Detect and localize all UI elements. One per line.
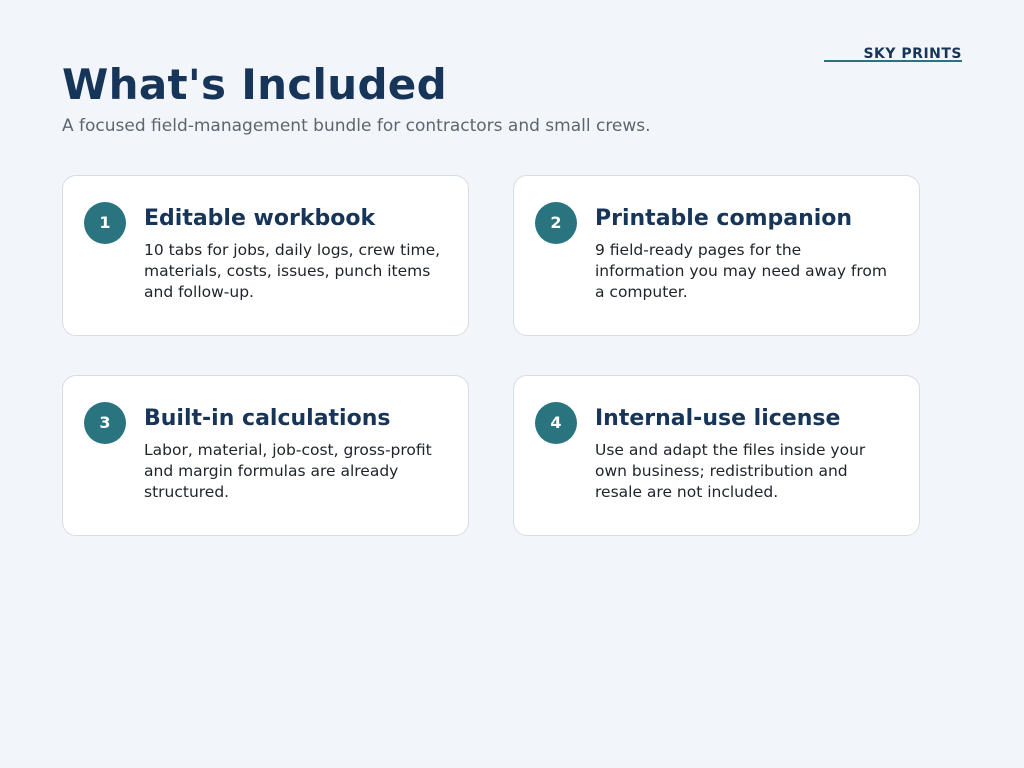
feature-card-internal-use-license (513, 375, 920, 536)
feature-card-description: 10 tabs for jobs, daily logs, crew time, materials, costs, issues, punch items and follow-up. (144, 241, 441, 301)
brand (824, 46, 962, 62)
step-number-badge: 3 (84, 402, 126, 444)
page-title: What's Included (62, 60, 447, 109)
feature-card-title: Printable companion (595, 206, 853, 231)
feature-card-printable-companion (513, 175, 920, 336)
feature-card-editable-workbook (62, 175, 469, 336)
feature-card-description: 9 field-ready pages for the information you may need away from a computer. (595, 241, 887, 301)
page-subtitle: A focused field-management bundle for contractors and small crews. (62, 116, 651, 136)
brand-name: SKY PRINTS (863, 46, 962, 62)
feature-card-description: Labor, material, job-cost, gross-profit and margin formulas are already structured. (144, 441, 432, 501)
step-number-badge: 2 (535, 202, 577, 244)
step-number-badge: 1 (84, 202, 126, 244)
feature-card-title: Editable workbook (144, 206, 376, 231)
feature-card-title: Built-in calculations (144, 406, 391, 431)
step-number-badge: 4 (535, 402, 577, 444)
feature-card-description: Use and adapt the files inside your own business; redistribution and resale are not included. (595, 441, 866, 501)
feature-card-built-in-calculations (62, 375, 469, 536)
feature-card-title: Internal-use license (595, 406, 841, 431)
